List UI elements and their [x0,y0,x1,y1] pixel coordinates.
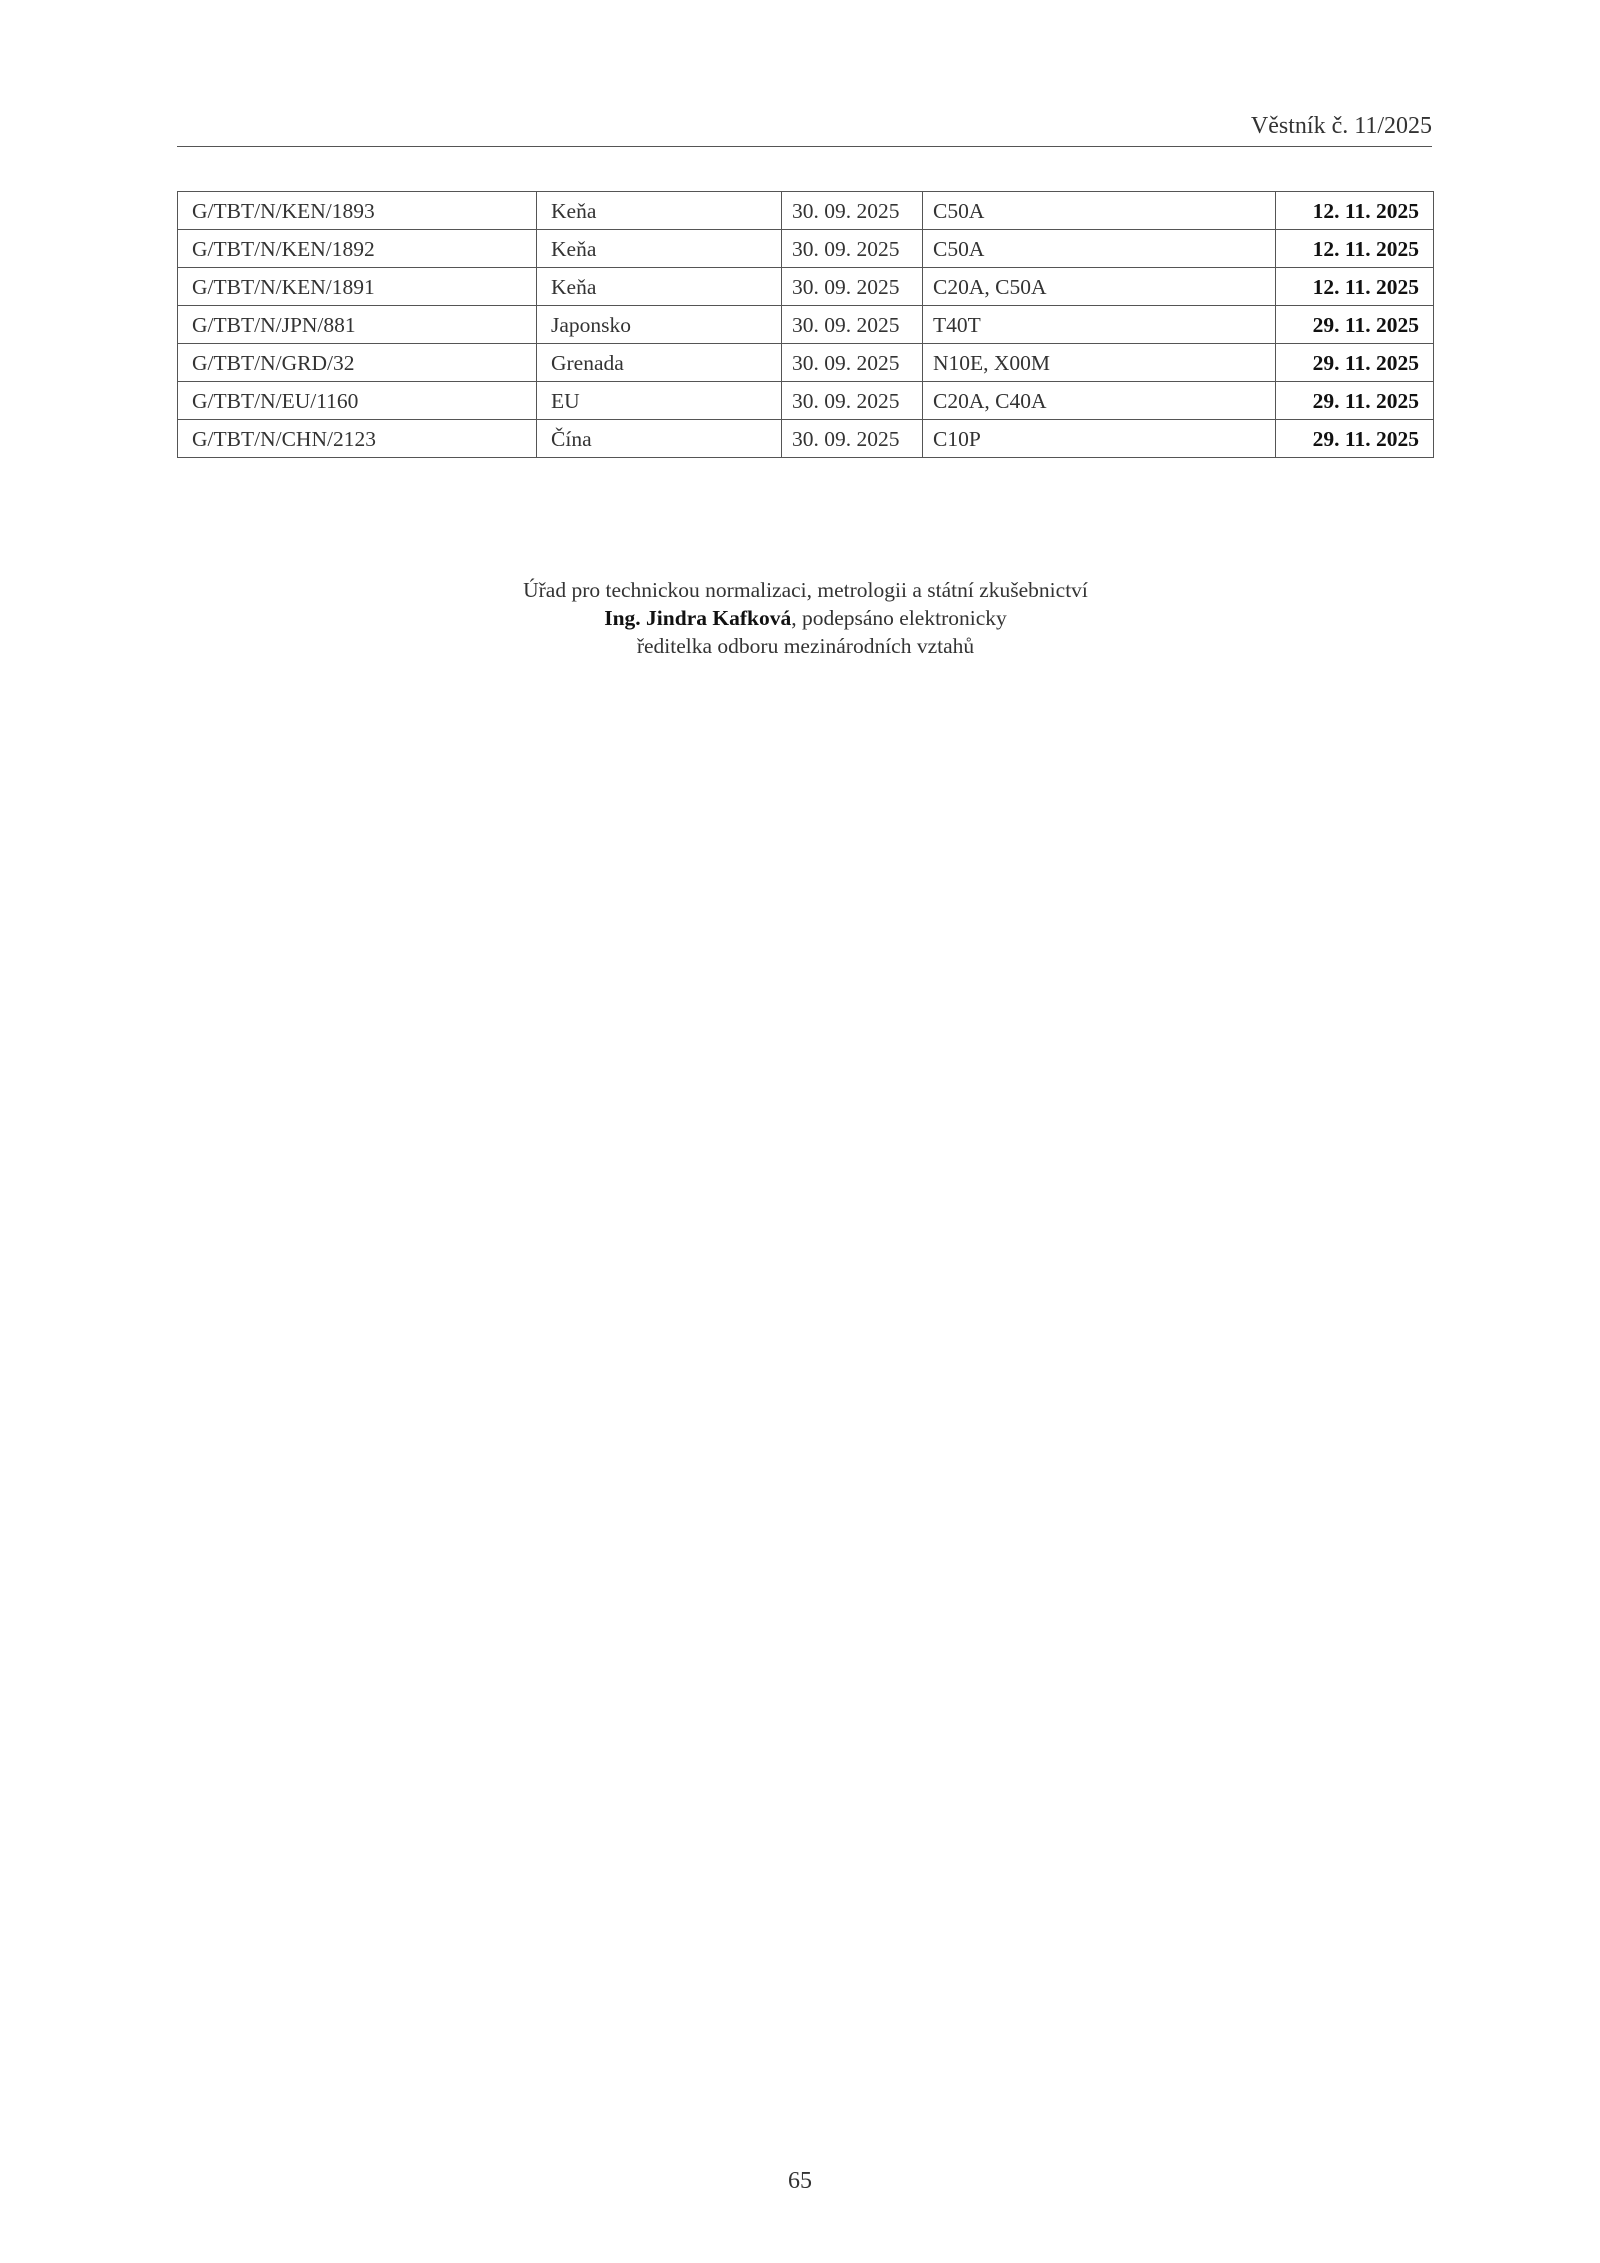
table-row [178,230,1434,268]
table-row [178,344,1434,382]
notification-symbol: G/TBT/N/CHN/2123 [178,420,537,458]
signatory-line [177,604,1434,632]
bulletin-title: Věstník č. 11/2025 [1250,113,1432,139]
signatory-name: Ing. Jindra Kafková [604,606,792,630]
ics-codes: N10E, X00M [923,344,1276,382]
page-header [177,112,1432,147]
distribution-date: 30. 09. 2025 [782,344,923,382]
distribution-date: 30. 09. 2025 [782,382,923,420]
distribution-date: 30. 09. 2025 [782,192,923,230]
comment-deadline: 29. 11. 2025 [1276,420,1434,458]
table-row [178,382,1434,420]
distribution-date: 30. 09. 2025 [782,420,923,458]
signatory-position: ředitelka odboru mezinárodních vztahů [636,634,975,658]
member-country: Keňa [537,268,782,306]
comment-deadline: 12. 11. 2025 [1276,192,1434,230]
comment-deadline: 12. 11. 2025 [1276,268,1434,306]
comment-deadline: 29. 11. 2025 [1276,382,1434,420]
table-row [178,306,1434,344]
ics-codes: T40T [923,306,1276,344]
notification-symbol: G/TBT/N/GRD/32 [178,344,537,382]
page-number: 65 [788,2168,812,2194]
notification-symbol: G/TBT/N/KEN/1892 [178,230,537,268]
comment-deadline: 29. 11. 2025 [1276,306,1434,344]
table-row [178,420,1434,458]
comment-deadline: 12. 11. 2025 [1276,230,1434,268]
notification-symbol: G/TBT/N/EU/1160 [178,382,537,420]
ics-codes: C50A [923,192,1276,230]
comment-deadline: 29. 11. 2025 [1276,344,1434,382]
member-country: Keňa [537,230,782,268]
distribution-date: 30. 09. 2025 [782,268,923,306]
distribution-date: 30. 09. 2025 [782,306,923,344]
table-row [178,192,1434,230]
distribution-date: 30. 09. 2025 [782,230,923,268]
ics-codes: C20A, C50A [923,268,1276,306]
ics-codes: C10P [923,420,1276,458]
ics-codes: C50A [923,230,1276,268]
member-country: Japonsko [537,306,782,344]
member-country: EU [537,382,782,420]
member-country: Čína [537,420,782,458]
signed-note: , podepsáno elektronicky [791,606,1007,630]
notifications-table [177,191,1434,458]
office-name: Úřad pro technickou normalizaci, metrologii a státní zkušebnictví [523,578,1088,602]
notification-symbol: G/TBT/N/KEN/1893 [178,192,537,230]
member-country: Keňa [537,192,782,230]
signature-block [177,576,1434,660]
notification-symbol: G/TBT/N/KEN/1891 [178,268,537,306]
ics-codes: C20A, C40A [923,382,1276,420]
table-row [178,268,1434,306]
member-country: Grenada [537,344,782,382]
notification-symbol: G/TBT/N/JPN/881 [178,306,537,344]
